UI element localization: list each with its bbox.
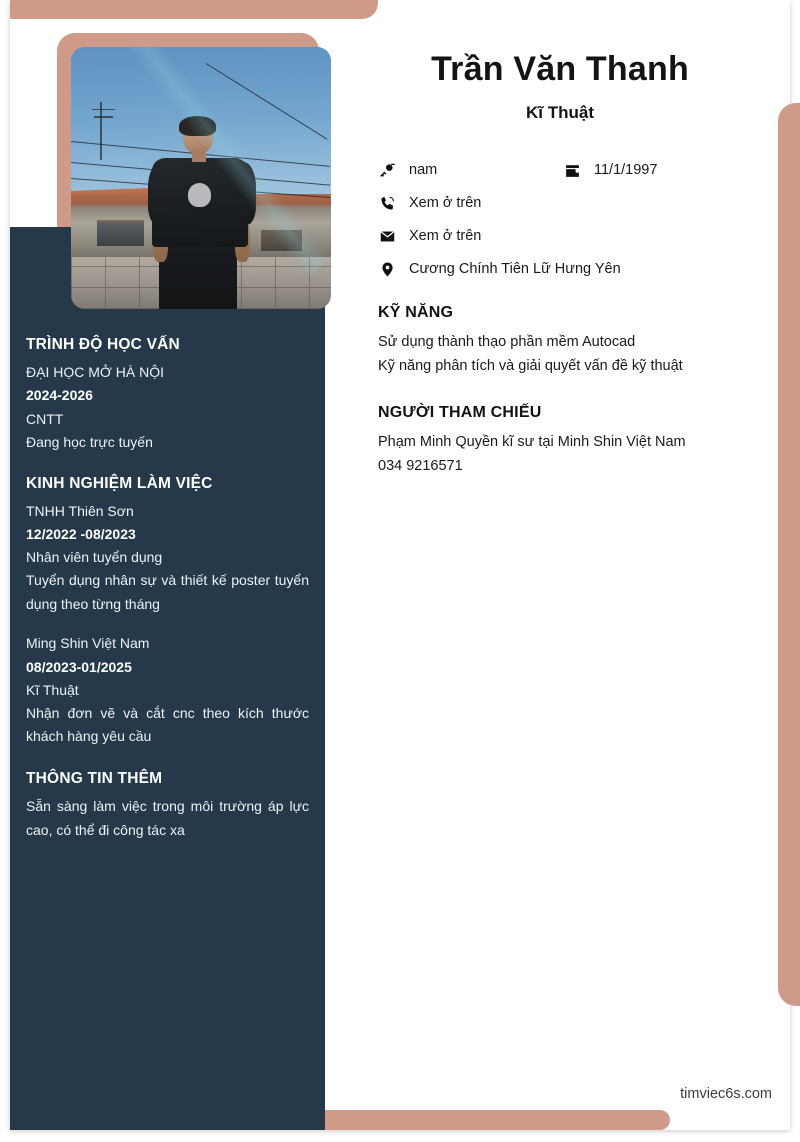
experience-entry xyxy=(26,632,309,748)
contact-email-value: Xem ở trên xyxy=(409,227,482,244)
references-heading: NGƯỜI THAM CHIẾU xyxy=(378,404,542,422)
contact-row xyxy=(378,194,760,213)
references-section xyxy=(360,404,760,478)
experience-section xyxy=(26,474,309,749)
experience-heading: KINH NGHIỆM LÀM VIỆC xyxy=(26,474,213,492)
contact-phone xyxy=(378,194,563,213)
contact-address xyxy=(378,260,621,279)
experience-period: 08/2023-01/2025 xyxy=(26,658,132,675)
education-major: CNTT xyxy=(26,410,64,427)
envelope-icon xyxy=(378,228,397,245)
gender-icon xyxy=(378,162,397,179)
experience-role: Kĩ Thuật xyxy=(26,681,79,698)
photo-canvas xyxy=(71,47,331,309)
contact-gender-value: nam xyxy=(409,162,438,179)
experience-entry xyxy=(26,500,309,616)
photo-antenna-pole xyxy=(100,102,102,160)
experience-company: Ming Shin Việt Nam xyxy=(26,635,150,652)
experience-period: 12/2022 -08/2023 xyxy=(26,526,136,543)
skills-section xyxy=(360,304,760,378)
contact-birthdate xyxy=(563,161,657,180)
experience-description: Nhận đơn vẽ và cắt cnc theo kích thước khách hàng yêu cầu xyxy=(26,704,309,745)
skill-item: Sử dụng thành thạo phần mềm Autocad xyxy=(378,334,636,351)
skill-item: Kỹ năng phân tích và giải quyết vấn đề kỹ thuật xyxy=(378,357,683,374)
contact-row xyxy=(378,161,760,180)
photo-person-legs xyxy=(159,241,237,309)
bottom-accent-bar xyxy=(322,1110,670,1130)
contact-address-value: Cương Chính Tiên Lữ Hưng Yên xyxy=(409,260,621,277)
reference-phone: 034 9216571 xyxy=(378,457,463,474)
location-icon xyxy=(378,261,397,278)
right-accent-bar xyxy=(778,103,800,1006)
top-accent-bar xyxy=(10,0,378,19)
skills-heading: KỸ NĂNG xyxy=(378,304,454,322)
experience-description: Tuyển dụng nhân sự và thiết kế poster tuyển dụng theo từng tháng xyxy=(26,572,309,612)
photo-shirt-graphic xyxy=(188,183,211,207)
education-heading: TRÌNH ĐỘ HỌC VẤN xyxy=(26,336,180,353)
phone-icon xyxy=(378,195,397,212)
contact-phone-value: Xem ở trên xyxy=(409,194,482,211)
experience-company: TNHH Thiên Sơn xyxy=(26,503,134,520)
portrait-photo xyxy=(71,47,331,309)
education-section xyxy=(26,335,309,454)
additional-info-section xyxy=(26,769,309,842)
contact-row xyxy=(378,227,760,246)
reference-contact: Phạm Minh Quyền kĩ sư tại Minh Shin Việt Nam xyxy=(378,434,686,451)
education-status: Đang học trực tuyến xyxy=(26,433,153,450)
education-school: ĐẠI HỌC MỞ HÀ NỘI xyxy=(26,364,165,381)
photo-antenna-arm xyxy=(94,116,114,118)
contact-info xyxy=(360,161,760,278)
contact-email xyxy=(378,227,563,246)
job-title: Kĩ Thuật xyxy=(526,103,594,123)
experience-role: Nhân viên tuyển dụng xyxy=(26,549,163,566)
contact-gender xyxy=(378,161,563,180)
contact-row xyxy=(378,260,760,279)
watermark: timviec6s.com xyxy=(680,1086,772,1102)
additional-info-description: Sẵn sàng làm việc trong môi trường áp lực cao, có thể đi công tác xa xyxy=(26,798,309,838)
main-column xyxy=(360,0,760,478)
photo-window-left xyxy=(97,220,144,246)
sidebar xyxy=(10,227,325,1130)
page-title: Trần Văn Thanh xyxy=(431,50,689,88)
additional-info-heading: THÔNG TIN THÊM xyxy=(26,769,163,787)
calendar-icon xyxy=(563,162,582,179)
photo-antenna-arm xyxy=(92,109,115,111)
education-period: 2024-2026 xyxy=(26,387,93,404)
contact-birthdate-value: 11/1/1997 xyxy=(594,162,658,179)
